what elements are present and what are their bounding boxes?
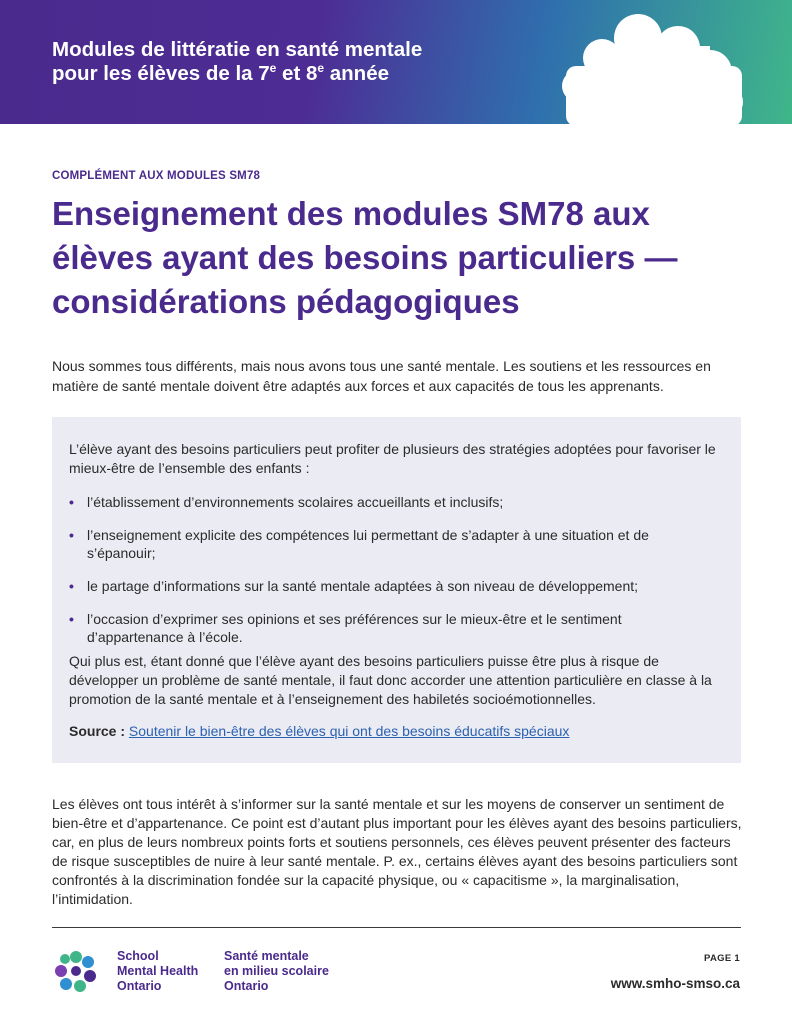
org-name-french xyxy=(224,949,364,994)
page-title: Enseignement des modules SM78 aux élèves ayant des besoins particuliers — considérations pédagogiques xyxy=(52,195,678,320)
footer-divider xyxy=(52,927,741,928)
bullet-icon: • xyxy=(69,527,74,543)
bullet-icon: • xyxy=(69,494,74,510)
series-title xyxy=(52,38,572,86)
series-title-line1: Modules de littératie en santé mentale xyxy=(52,38,423,61)
list-item xyxy=(69,577,709,595)
org-name-line: Ontario xyxy=(224,979,269,993)
list-item xyxy=(69,493,709,511)
bullet-icon: • xyxy=(69,611,74,627)
org-name-english xyxy=(117,949,217,994)
list-item xyxy=(69,526,709,562)
list-item-text: l’occasion d’exprimer ses opinions et ses préférences sur le mieux-être et le sentiment d’appartenance à l’école. xyxy=(87,611,622,645)
intro-paragraph: Nous sommes tous différents, mais nous avons tous une santé mentale. Les soutiens et les ressources en matière de santé mentale doivent être adaptés aux forces et aux capacités de tous les apprenants. xyxy=(52,358,711,394)
section-eyebrow: COMPLÉMENT AUX MODULES SM78 xyxy=(52,170,261,182)
list-item-text: le partage d’informations sur la santé mentale adaptées à son niveau de développement; xyxy=(87,578,639,594)
page-number: PAGE 1 xyxy=(704,953,740,964)
series-title-text: pour les élèves de la 7 xyxy=(52,62,270,85)
source-link[interactable]: Soutenir le bien-être des élèves qui ont des besoins éducatifs spéciaux xyxy=(128,723,570,739)
org-name-line: en milieu scolaire xyxy=(224,964,329,978)
source-line xyxy=(69,722,569,741)
list-item-text: l’établissement d’environnements scolaires accueillants et inclusifs; xyxy=(87,494,504,510)
header-banner xyxy=(0,0,792,124)
callout-paragraph: Qui plus est, étant donné que l’élève ayant des besoins particuliers puisse être plus à risque de développer un problème de santé mentale, il faut donc accorder une attention particulière en classe à la promotion de la santé mentale et à l’enseignement des habiletés socioémotionnelles. xyxy=(69,653,712,707)
bullet-icon: • xyxy=(69,578,74,594)
website-url: www.smho-smso.ca xyxy=(610,976,740,991)
org-name-line: School xyxy=(117,949,159,963)
superscript: e xyxy=(317,61,325,76)
smho-logo-icon xyxy=(52,947,100,995)
list-item-text: l’enseignement explicite des compétences lui permettant de s’adapter à une situation et de s’épanouir; xyxy=(87,527,649,561)
series-title-line2 xyxy=(52,62,572,86)
org-name-line: Mental Health xyxy=(117,964,199,978)
callout-lead: L’élève ayant des besoins particuliers peut profiter de plusieurs des stratégies adoptées pour favoriser le mieux-être de l’ensemble des enfants : xyxy=(69,441,716,476)
series-title-text: et 8 xyxy=(276,62,318,85)
series-title-text: année xyxy=(324,62,390,85)
list-item xyxy=(69,610,709,646)
org-name-line: Santé mentale xyxy=(224,949,309,963)
body-paragraph: Les élèves ont tous intérêt à s’informer sur la santé mentale et sur les moyens de conserver un sentiment de bien-être et d’appartenance. Ce point est d’autant plus important pour les élèves ayant des besoins particuliers, car, en plus de leurs nombreux points forts et soutiens personnels, ces élèves peuvent présenter des facteurs de risque susceptibles de nuire à leur santé mentale. P. ex., certains élèves ayant des besoins particuliers sont confrontés à la discrimination fondée sur la capacité physique, ou « capacitisme », la marginalisation, l’intimidation. xyxy=(52,796,742,907)
cloud-shape-graphic xyxy=(560,6,750,124)
superscript: e xyxy=(269,61,277,76)
source-label: Source : xyxy=(69,723,126,739)
strategy-list xyxy=(69,493,709,661)
org-name-line: Ontario xyxy=(117,979,162,993)
callout-box xyxy=(52,417,741,763)
